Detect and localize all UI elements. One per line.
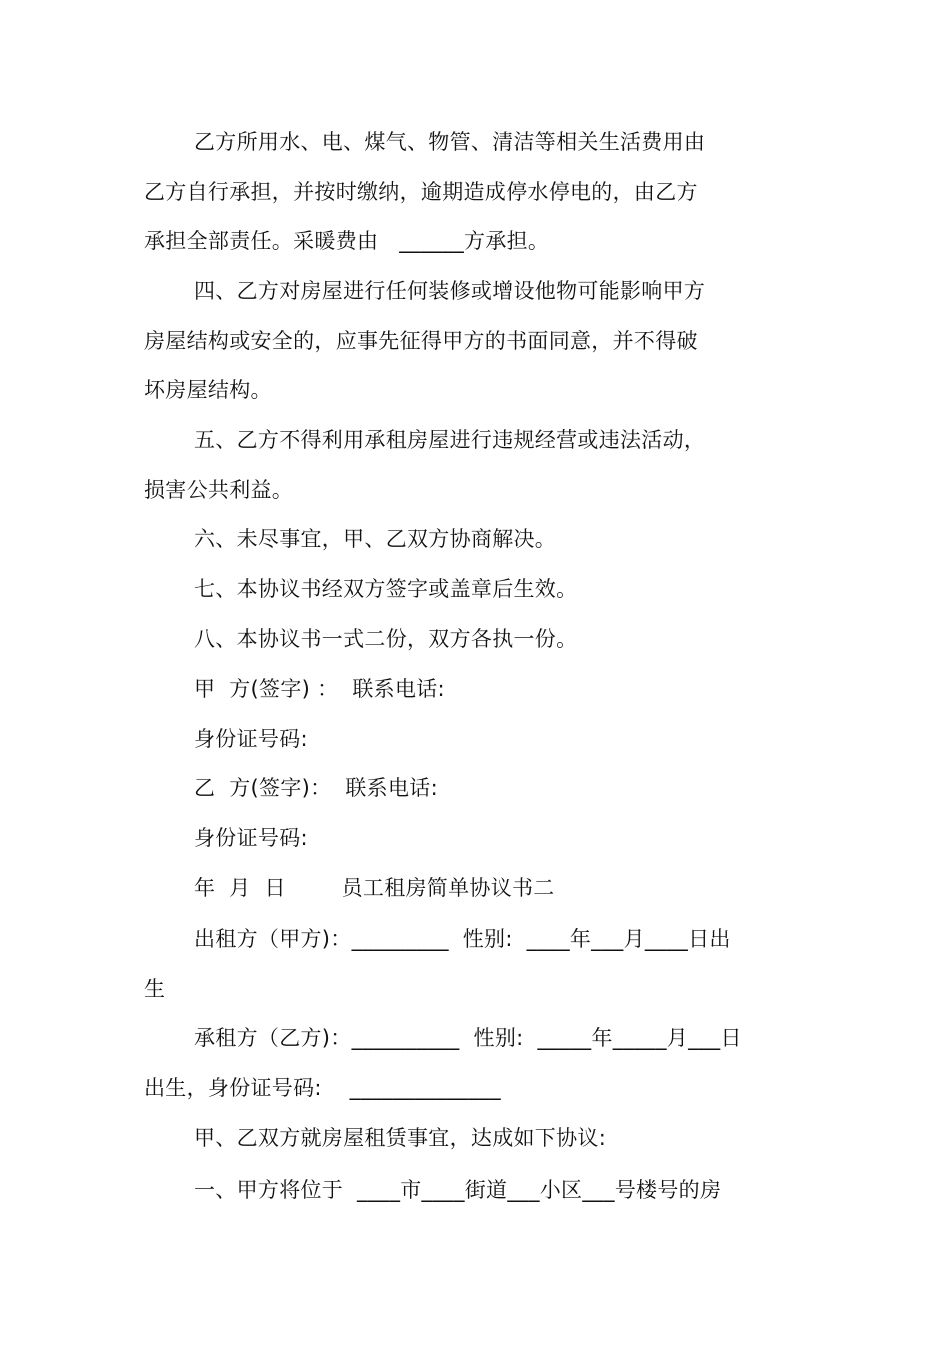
signature-party-b-line: 乙 方(签字)： 联系电话:: [194, 776, 438, 800]
paragraph-line: 一、甲方将位于 ____市____街道___小区___号楼号的房: [194, 1178, 722, 1202]
paragraph-line: 乙方自行承担，并按时缴纳，逾期造成停水停电的，由乙方: [144, 180, 698, 204]
date-and-title-line: 年 月 日 员工租房简单协议书二: [194, 876, 555, 900]
id-number-line: 身份证号码:: [194, 727, 308, 751]
paragraph-line: 四、乙方对房屋进行任何装修或增设他物可能影响甲方: [194, 279, 706, 303]
paragraph-line: 出生，身份证号码: ______________: [144, 1076, 501, 1100]
signature-party-a-line: 甲 方(签字) ： 联系电话:: [194, 677, 445, 701]
paragraph-line: 五、乙方不得利用承租房屋进行违规经营或违法活动，: [194, 428, 706, 452]
paragraph-line: 七、本协议书经双方签字或盖章后生效。: [194, 577, 578, 601]
paragraph-line: 承担全部责任。采暖费由 ______方承担。: [144, 229, 550, 253]
paragraph-line: 六、未尽事宜，甲、乙双方协商解决。: [194, 527, 557, 551]
paragraph-line: 出租方（甲方)：_________ 性别: ____年___月____日出: [194, 927, 731, 951]
paragraph-line: 损害公共利益。: [144, 478, 294, 502]
paragraph-line: 坏房屋结构。: [144, 378, 272, 402]
id-number-line: 身份证号码:: [194, 826, 308, 850]
paragraph-line: 甲、乙双方就房屋租赁事宜，达成如下协议:: [194, 1126, 607, 1150]
paragraph-line: 房屋结构或安全的，应事先征得甲方的书面同意，并不得破: [144, 329, 698, 353]
paragraph-line: 乙方所用水、电、煤气、物管、清洁等相关生活费用由: [194, 130, 706, 154]
paragraph-line: 生: [144, 977, 166, 1001]
paragraph-line: 承租方（乙方)：__________ 性别: _____年_____月___日: [194, 1026, 742, 1050]
paragraph-line: 八、本协议书一式二份，双方各执一份。: [194, 627, 578, 651]
